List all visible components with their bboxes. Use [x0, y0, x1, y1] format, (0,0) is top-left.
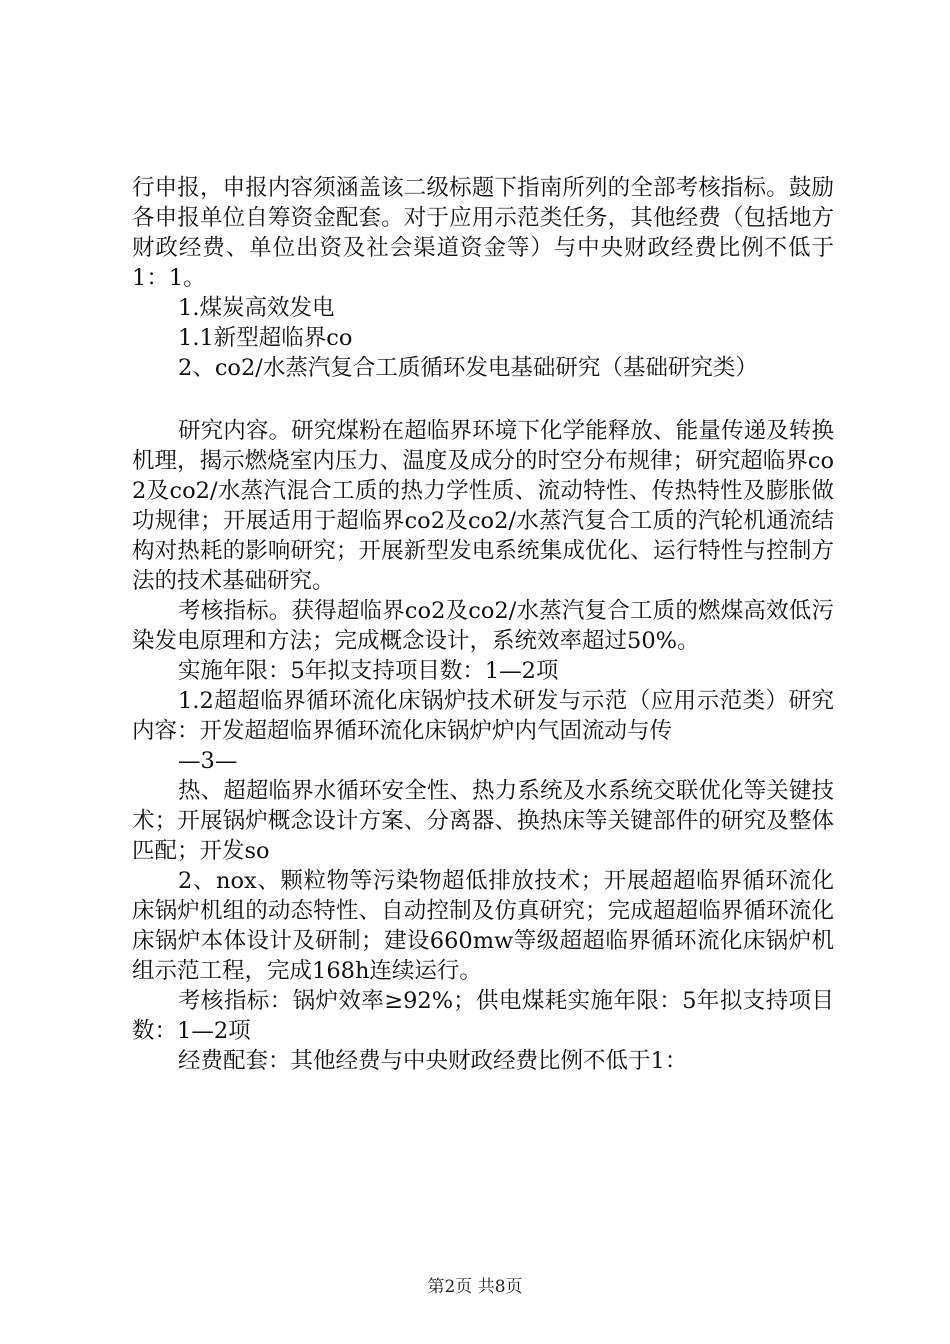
paragraph-assessment-indicators: 考核指标。获得超临界co2及co2/水蒸汽复合工质的燃煤高效低污染发电原理和方法；完成概念设计，系统效率超过50%。 — [132, 598, 834, 654]
paragraph-funding-ratio: 经费配套：其他经费与中央财政经费比例不低于1： — [178, 1048, 688, 1074]
paragraph-boiler-indicators: 考核指标：锅炉效率≥92%；供电煤耗实施年限：5年拟支持项目数：1—2项 — [132, 988, 834, 1044]
paragraph-research-content: 研究内容。研究煤粉在超临界环境下化学能释放、能量传递及转换机理，揭示燃烧室内压力、温度及成分的时空分布规律；研究超临界co2及co2/水蒸汽混合工质的热力学性质、流动特性、传热特性及膨胀做功规律；开展适用于超临界co2及co2/水蒸汽复合工质的汽轮机通流结构对热耗的影响研究；开展新型发电系统集成优化、运行特性与控制方法的技术基础研究。 — [132, 418, 834, 594]
page-footer: 第2页 共8页 — [427, 1277, 523, 1297]
inline-page-marker: —3— — [178, 748, 238, 774]
heading-cfb-boiler-demo: 1.2超超临界循环流化床锅炉技术研发与示范（应用示范类）研究内容：开发超超临界循环流化床锅炉炉内气固流动与传 — [132, 688, 834, 744]
paragraph-implementation-period: 实施年限：5年拟支持项目数：1—2项 — [178, 658, 559, 684]
heading-co2-steam-cycle-research: 2、co2/水蒸汽复合工质循环发电基础研究（基础研究类） — [178, 355, 758, 381]
paragraph-emission-technologies: 2、nox、颗粒物等污染物超低排放技术；开展超超临界循环流化床锅炉机组的动态特性、自动控制及仿真研究；完成超超临界循环流化床锅炉本体设计及研制；建设660mw等级超超临界循环流化床锅炉机组示范工程，完成168h连续运行。 — [132, 868, 834, 984]
document-body — [132, 173, 834, 1076]
heading-new-supercritical-co: 1.1新型超临界co — [178, 325, 353, 351]
heading-coal-efficient-power: 1.煤炭高效发电 — [178, 295, 335, 321]
paragraph-gap — [132, 383, 834, 416]
paragraph-key-technologies: 热、超超临界水循环安全性、热力系统及水系统交联优化等关键技术；开展锅炉概念设计方案、分离器、换热床等关键部件的研究及整体匹配；开发so — [132, 778, 834, 864]
paragraph-funding-requirements: 行申报，申报内容须涵盖该二级标题下指南所列的全部考核指标。鼓励各申报单位自筹资金配套。对于应用示范类任务，其他经费（包括地方财政经费、单位出资及社会渠道资金等）与中央财政经费比例不低于1：1。 — [132, 175, 834, 291]
